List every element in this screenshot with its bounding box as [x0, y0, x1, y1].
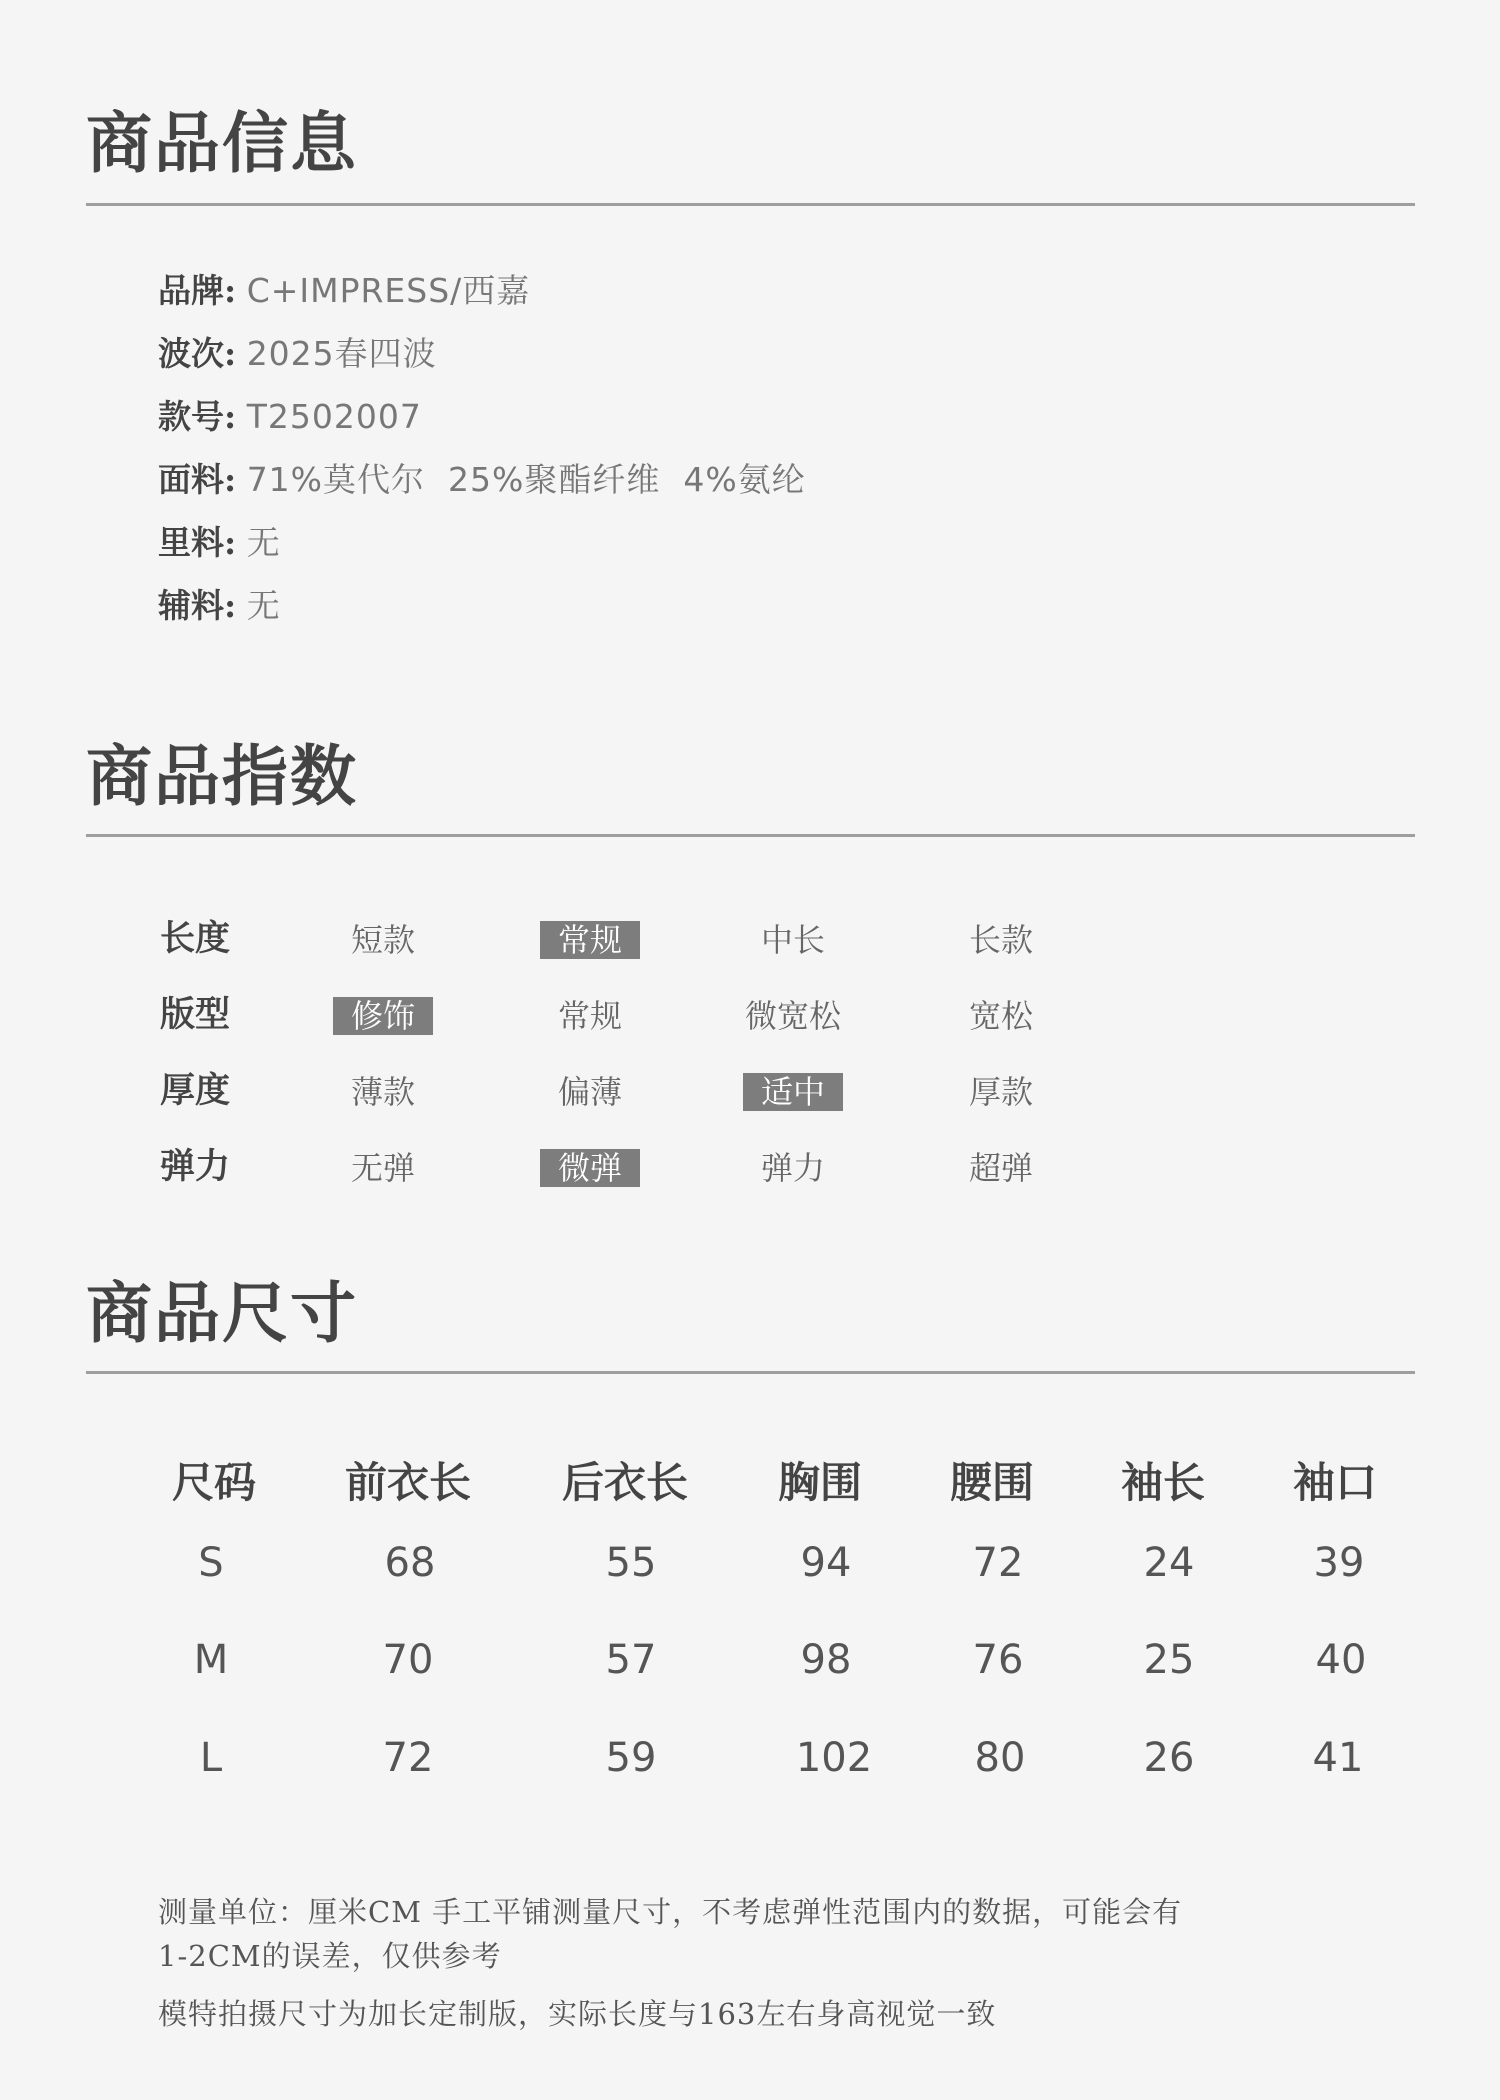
size-cell: 102	[795, 1735, 873, 1781]
size-header: 腰围	[949, 1458, 1034, 1507]
index-label-fit: 版型	[160, 994, 231, 1035]
info-row-lining	[158, 523, 281, 562]
size-cell: 39	[1313, 1540, 1365, 1586]
info-key: 波次:	[158, 334, 237, 373]
size-cell: 68	[384, 1540, 436, 1586]
size-cell: M	[193, 1637, 229, 1683]
size-cell: 98	[800, 1637, 852, 1683]
info-key: 面料:	[158, 460, 237, 499]
info-value: 71%莫代尔 25%聚酯纤维 4%氨纶	[246, 460, 806, 499]
info-key: 辅料:	[158, 586, 237, 625]
size-cell: L	[199, 1735, 223, 1781]
index-divider	[86, 834, 1415, 837]
measurement-note	[158, 1890, 1182, 1978]
measurement-note-line2: 1-2CM的误差，仅供参考	[158, 1939, 502, 1973]
measurement-note-line1: 测量单位：厘米CM 手工平铺测量尺寸，不考虑弹性范围内的数据，可能会有	[158, 1895, 1183, 1929]
size-header: 尺码	[171, 1458, 256, 1507]
size-header: 袖长	[1120, 1458, 1205, 1507]
info-row-fabric	[158, 460, 806, 499]
index-section-title: 商品指数	[86, 737, 358, 815]
index-option: 薄款	[350, 1073, 415, 1111]
index-option-selected: 修饰	[333, 997, 433, 1035]
info-row-accessories	[158, 586, 281, 625]
index-label-elasticity: 弹力	[160, 1146, 231, 1187]
info-value: 无	[246, 586, 281, 625]
size-cell: S	[198, 1540, 224, 1586]
size-cell: 94	[800, 1540, 852, 1586]
info-row-wave	[158, 334, 437, 373]
size-header: 前衣长	[344, 1458, 471, 1507]
info-row-style-number	[158, 397, 422, 436]
info-value: 无	[246, 523, 281, 562]
info-row-brand	[158, 271, 531, 310]
size-cell: 59	[605, 1735, 657, 1781]
size-header: 胸围	[777, 1458, 862, 1507]
size-cell: 40	[1315, 1637, 1367, 1683]
index-label-thickness: 厚度	[160, 1070, 231, 1111]
info-value: C+IMPRESS/西嘉	[246, 271, 531, 310]
index-option: 微宽松	[744, 997, 841, 1035]
info-key: 品牌:	[158, 271, 237, 310]
info-key: 款号:	[158, 397, 237, 436]
info-value: T2502007	[246, 397, 422, 436]
info-value: 2025春四波	[246, 334, 437, 373]
size-cell: 24	[1143, 1540, 1195, 1586]
index-option: 偏薄	[557, 1073, 622, 1111]
size-cell: 26	[1143, 1735, 1195, 1781]
index-option-selected: 适中	[743, 1073, 843, 1111]
index-option: 无弹	[350, 1149, 415, 1187]
index-option: 超弹	[968, 1149, 1033, 1187]
index-option: 弹力	[760, 1149, 825, 1187]
size-section-title: 商品尺寸	[86, 1274, 358, 1352]
model-note: 模特拍摄尺寸为加长定制版，实际长度与163左右身高视觉一致	[158, 1997, 997, 2031]
index-option: 厚款	[968, 1073, 1033, 1111]
size-cell: 72	[382, 1735, 434, 1781]
size-cell: 70	[382, 1637, 434, 1683]
size-cell: 80	[974, 1735, 1026, 1781]
info-section-title: 商品信息	[86, 104, 358, 182]
index-option-selected: 常规	[540, 921, 640, 959]
size-cell: 57	[605, 1637, 657, 1683]
size-cell: 76	[972, 1637, 1024, 1683]
size-cell: 72	[972, 1540, 1024, 1586]
index-label-length: 长度	[160, 918, 231, 959]
index-option: 中长	[760, 921, 825, 959]
size-header: 后衣长	[561, 1458, 688, 1507]
size-cell: 55	[605, 1540, 657, 1586]
index-option-selected: 微弹	[540, 1149, 640, 1187]
index-option: 宽松	[968, 997, 1033, 1035]
size-header: 袖口	[1292, 1458, 1377, 1507]
size-cell: 41	[1312, 1735, 1364, 1781]
info-divider	[86, 203, 1415, 206]
index-option: 常规	[557, 997, 622, 1035]
info-key: 里料:	[158, 523, 237, 562]
index-option: 短款	[350, 921, 415, 959]
size-cell: 25	[1143, 1637, 1195, 1683]
size-divider	[86, 1371, 1415, 1374]
index-option: 长款	[968, 921, 1033, 959]
